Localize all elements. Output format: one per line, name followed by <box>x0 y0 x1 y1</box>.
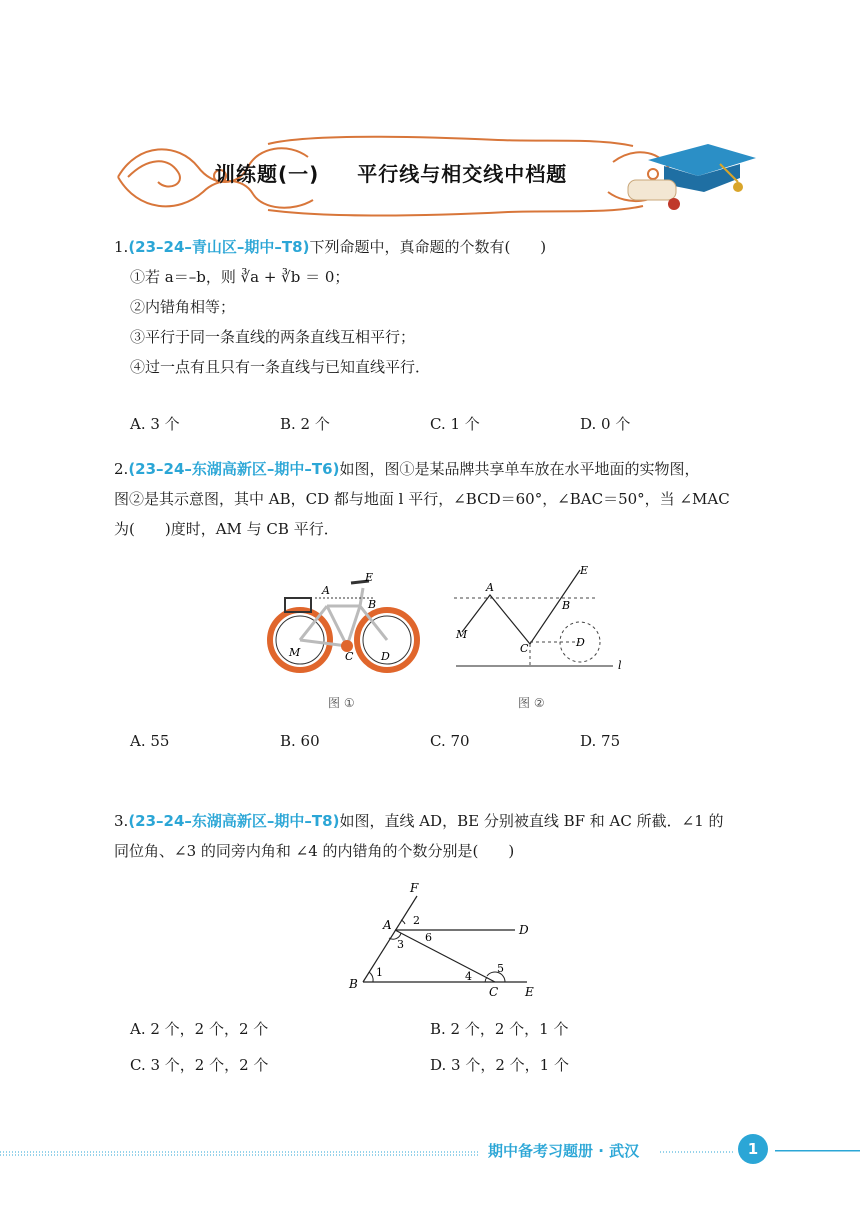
q3-angle-6: 6 <box>425 931 432 944</box>
q3-option-a: A. 2 个，2 个，2 个 <box>130 1020 269 1038</box>
title-right: 平行线与相交线中档题 <box>357 162 568 186</box>
q3-line-1: 如图，直线 AD，BE 分别被直线 BF 和 AC 所截．∠1 的 <box>339 812 724 830</box>
q3-angle-1: 1 <box>376 966 383 979</box>
bike-label-b: B <box>368 598 377 611</box>
q2-line-3: 为( )度时，AM 与 CB 平行． <box>114 520 339 538</box>
q3-option-b: B. 2 个，2 个，1 个 <box>430 1020 569 1038</box>
q2-option-b: B. 60 <box>280 732 320 750</box>
q3-angle-3: 3 <box>397 938 404 951</box>
figure-2-caption: 图 ② <box>518 696 545 710</box>
q3-label-f: F <box>410 881 419 895</box>
q1-option-b: B. 2 个 <box>280 415 330 433</box>
q3-label-e: E <box>525 985 534 998</box>
q2-option-c: C. 70 <box>430 732 470 750</box>
schematic-label-l: l <box>618 659 622 672</box>
q1-option-d: D. 0 个 <box>580 415 631 433</box>
schematic-label-c: C <box>520 642 529 655</box>
q2-line-1: 如图，图①是某品牌共享单车放在水平地面的实物图， <box>339 460 700 478</box>
figure-1-caption: 图 ① <box>328 696 355 710</box>
bike-label-d: D <box>381 650 390 663</box>
q1-option-a: A. 3 个 <box>130 415 180 433</box>
bicycle-schematic <box>448 562 638 680</box>
schematic-label-a: A <box>486 581 494 594</box>
q1-number: 1. <box>114 238 129 256</box>
q1-item-2: ②内错角相等； <box>130 298 236 316</box>
bike-label-a: A <box>322 584 330 597</box>
q3-option-c: C. 3 个，2 个，2 个 <box>130 1056 269 1074</box>
question-3 <box>114 806 764 866</box>
q3-line-2: 同位角、∠3 的同旁内角和 ∠4 的内错角的个数分别是( ) <box>114 842 515 860</box>
footer-rule <box>0 1150 860 1174</box>
bicycle-photo <box>265 568 425 676</box>
q1-option-c: C. 1 个 <box>430 415 480 433</box>
question-1 <box>114 232 764 382</box>
q3-number: 3. <box>114 812 129 830</box>
bike-label-m: M <box>289 646 301 659</box>
q2-number: 2. <box>114 460 129 478</box>
question-2 <box>114 454 764 544</box>
q3-label-a: A <box>383 918 392 932</box>
q2-source: (23–24–东湖高新区–期中–T6) <box>128 460 340 478</box>
schematic-label-d: D <box>576 636 585 649</box>
title-left: 训练题(一) <box>215 162 320 186</box>
q1-item-1: ①若 a＝–b，则 ∛a + ∛b ＝ 0； <box>130 268 350 286</box>
schematic-label-b: B <box>562 599 571 612</box>
q3-label-d: D <box>519 923 529 937</box>
schematic-label-e: E <box>580 564 589 577</box>
footer-book-title: 期中备考习题册 · 武汉 <box>484 1140 643 1161</box>
q3-label-b: B <box>349 977 358 991</box>
q3-angle-4: 4 <box>465 970 472 983</box>
q1-item-3: ③平行于同一条直线的两条直线互相平行； <box>130 328 416 346</box>
q2-line-2: 图②是其示意图，其中 AB，CD 都与地面 l 平行，∠BCD＝60°，∠BAC＝50°，当 ∠MAC <box>114 490 730 508</box>
q3-source: (23–24–东湖高新区–期中–T8) <box>128 812 340 830</box>
page-title <box>215 158 635 187</box>
q3-label-c: C <box>489 985 499 998</box>
bike-label-e: E <box>365 571 374 584</box>
q3-angle-5: 5 <box>497 962 504 975</box>
q3-angle-2: 2 <box>413 914 420 927</box>
q1-source: (23–24–青山区–期中–T8) <box>128 238 310 256</box>
schematic-label-m: M <box>456 628 468 641</box>
page-number: 1 <box>738 1134 768 1164</box>
q3-option-d: D. 3 个，2 个，1 个 <box>430 1056 569 1074</box>
q1-item-4: ④过一点有且只有一条直线与已知直线平行． <box>130 358 431 376</box>
q2-option-a: A. 55 <box>130 732 170 750</box>
q1-stem: 下列命题中，真命题的个数有( ) <box>309 238 547 256</box>
q2-option-d: D. 75 <box>580 732 621 750</box>
bike-label-c: C <box>345 650 354 663</box>
q3-geometry-figure <box>345 878 550 998</box>
